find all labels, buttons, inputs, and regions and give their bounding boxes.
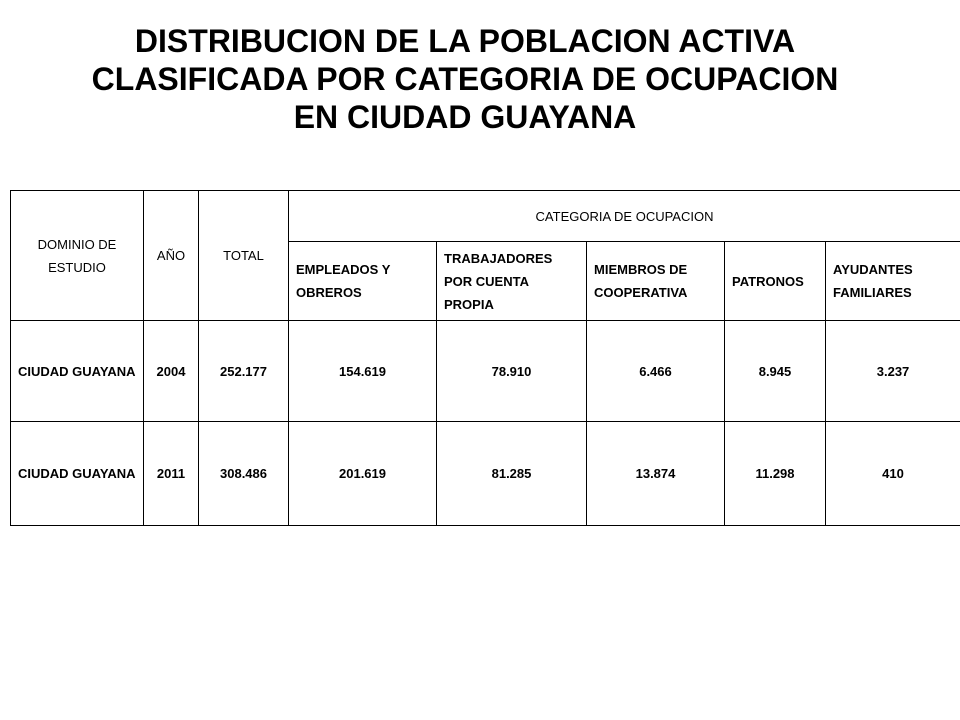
- population-table: [10, 190, 960, 526]
- cell-anio: 2004: [144, 321, 199, 422]
- title-line-1: DISTRIBUCION DE LA POBLACION ACTIVA: [134, 23, 796, 59]
- cell-dominio: CIUDAD GUAYANA: [11, 422, 144, 526]
- cell-ayudantes: 3.237: [826, 321, 960, 422]
- cell-miembros: 6.466: [587, 321, 725, 422]
- header-ayudantes: AYUDANTES FAMILIARES: [826, 242, 960, 321]
- table-row: [11, 321, 960, 422]
- header-row: [11, 191, 960, 242]
- header-anio: AÑO: [144, 191, 199, 321]
- header-total: TOTAL: [199, 191, 289, 321]
- cell-trabajadores: 78.910: [437, 321, 587, 422]
- cell-dominio: CIUDAD GUAYANA: [11, 321, 144, 422]
- cell-miembros: 13.874: [587, 422, 725, 526]
- header-empleados: EMPLEADOS Y OBREROS: [289, 242, 437, 321]
- cell-ayudantes: 410: [826, 422, 960, 526]
- header-categoria: CATEGORIA DE OCUPACION: [289, 191, 960, 242]
- title-line-2: CLASIFICADA POR CATEGORIA DE OCUPACION: [91, 61, 839, 97]
- cell-total: 252.177: [199, 321, 289, 422]
- header-dominio: DOMINIO DE ESTUDIO: [11, 191, 144, 321]
- header-miembros: MIEMBROS DE COOPERATIVA: [587, 242, 725, 321]
- title-line-3: EN CIUDAD GUAYANA: [293, 99, 637, 135]
- header-patronos: PATRONOS: [725, 242, 826, 321]
- cell-anio: 2011: [144, 422, 199, 526]
- page-title: [0, 22, 930, 136]
- cell-empleados: 201.619: [289, 422, 437, 526]
- cell-patronos: 8.945: [725, 321, 826, 422]
- cell-trabajadores: 81.285: [437, 422, 587, 526]
- header-trabajadores: TRABAJADORES POR CUENTA PROPIA: [437, 242, 587, 321]
- cell-total: 308.486: [199, 422, 289, 526]
- cell-empleados: 154.619: [289, 321, 437, 422]
- cell-patronos: 11.298: [725, 422, 826, 526]
- table-row: [11, 422, 960, 526]
